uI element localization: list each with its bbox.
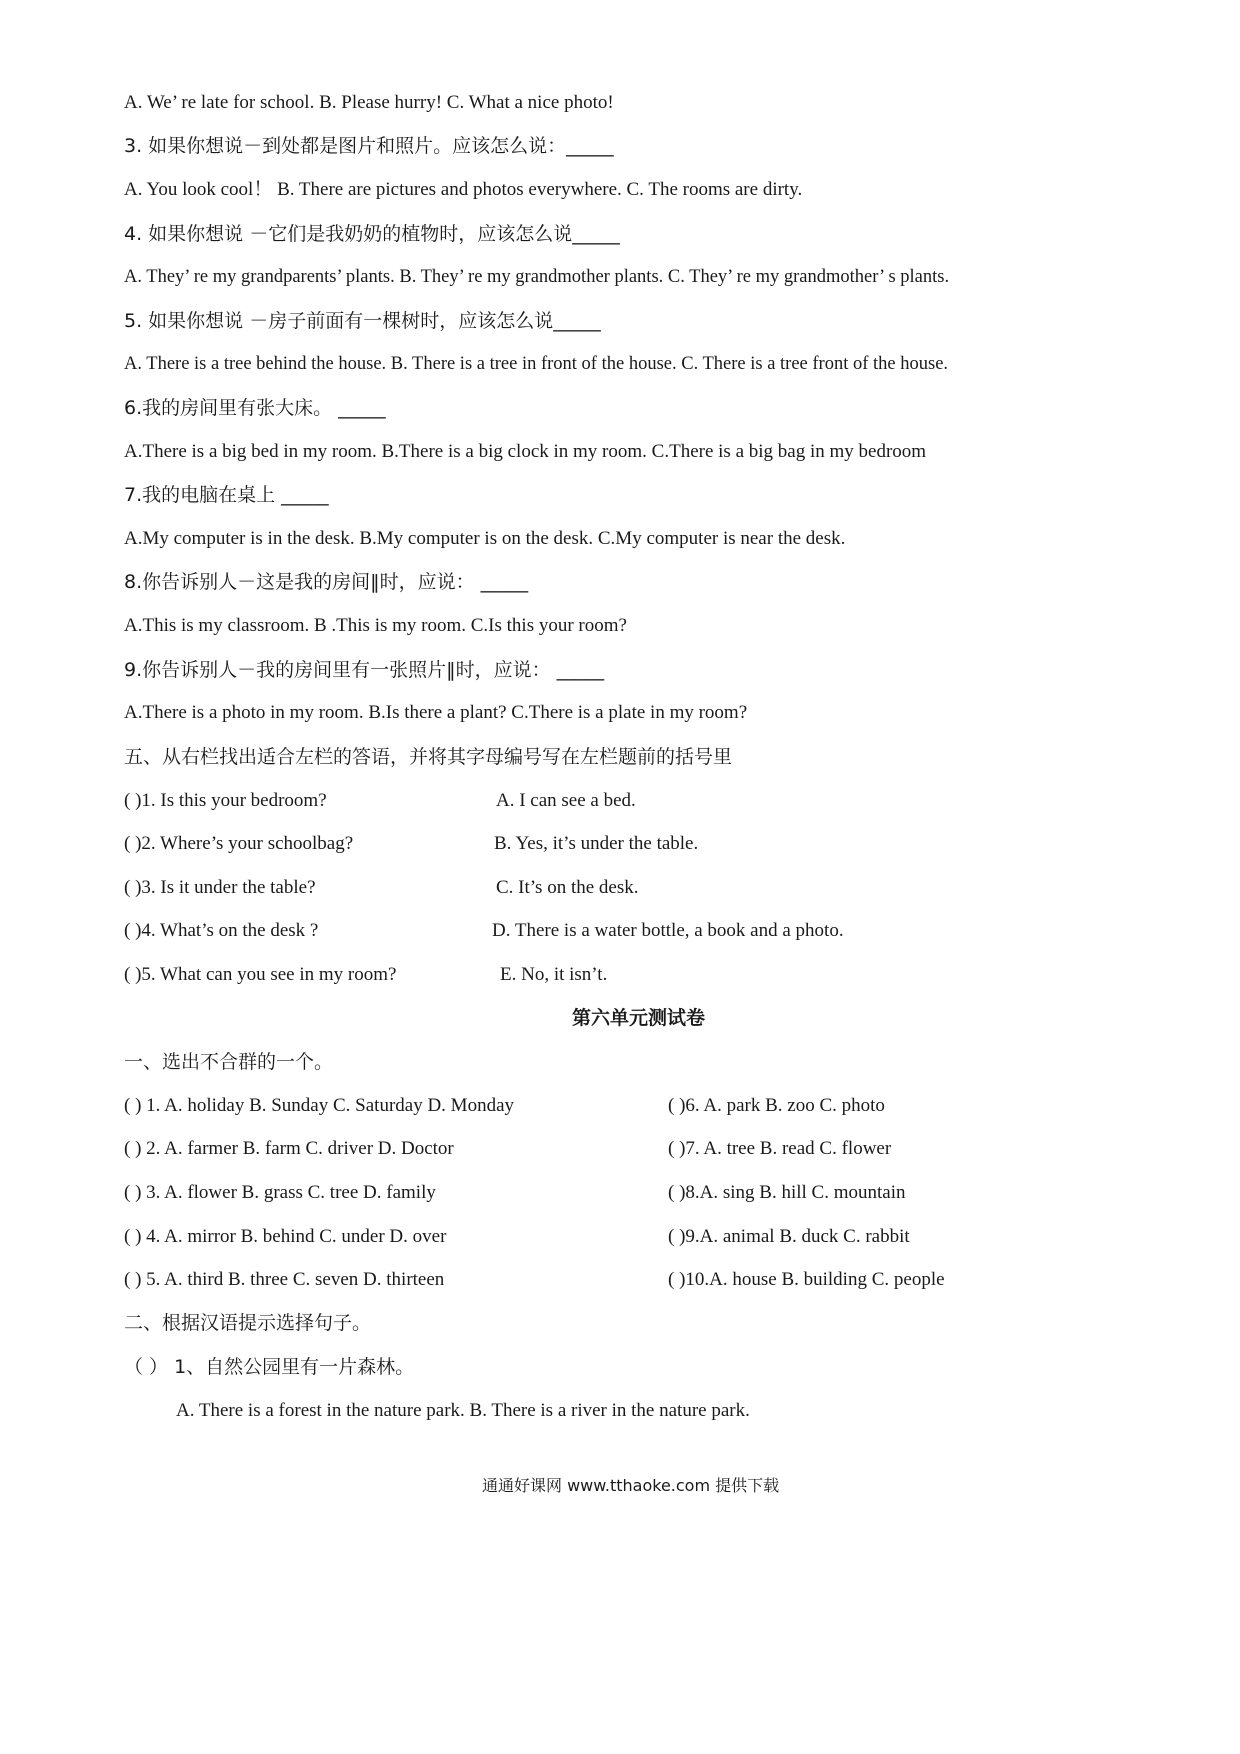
match-right: A. I can see a bed. — [496, 790, 636, 811]
match-left: ( )3. Is it under the table? — [124, 877, 316, 898]
match-left: ( )1. Is this your bedroom? — [124, 790, 327, 811]
section2-heading: 二、根据汉语提示选择句子。 — [124, 1312, 372, 1334]
match-right: E. No, it isn’t. — [500, 964, 608, 985]
section5-heading: 五、从右栏找出适合左栏的答语，并将其字母编号写在左栏题前的括号里 — [124, 746, 733, 768]
line-top-10: A.My computer is in the desk. B.My computer is on the desk. C.My computer is near the desk. — [124, 528, 846, 549]
line-top-12: A.This is my classroom. B .This is my room. C.Is this your room? — [124, 615, 627, 636]
match-right: C. It’s on the desk. — [496, 877, 639, 898]
section1-heading: 一、选出不合群的一个。 — [124, 1051, 334, 1073]
match-left: ( )4. What’s on the desk ? — [124, 920, 319, 941]
question-1: （ ） 1、自然公园里有一片森林。 — [124, 1356, 415, 1378]
line-top-9: 7.我的电脑在桌上 _____ — [124, 484, 329, 506]
match-right: D. There is a water bottle, a book and a photo. — [492, 920, 844, 941]
footer-credit: 通通好课网 www.tthaoke.com 提供下载 — [482, 1476, 780, 1495]
line-top-0: A. We’ re late for school. B. Please hurry! C. What a nice photo! — [124, 92, 614, 113]
line-top-6: A. There is a tree behind the house. B. There is a tree in front of the house. C. There is a tree front of the house. — [124, 354, 949, 374]
odd-right: ( )10.A. house B. building C. people — [668, 1269, 945, 1290]
line-top-11: 8.你告诉别人－这是我的房间‖时，应说： _____ — [124, 571, 529, 593]
odd-left: ( ) 5. A. third B. three C. seven D. thirteen — [124, 1269, 445, 1290]
unit-title: 第六单元测试卷 — [572, 1007, 706, 1029]
odd-left: ( ) 3. A. flower B. grass C. tree D. family — [124, 1182, 436, 1203]
line-top-1: 3. 如果你想说－到处都是图片和照片。应该怎么说：_____ — [124, 135, 614, 157]
line-top-8: A.There is a big bed in my room. B.There is a big clock in my room. C.There is a big bag in my bedroom — [124, 441, 927, 462]
line-top-5: 5. 如果你想说 －房子前面有一棵树时，应该怎么说_____ — [124, 310, 601, 332]
odd-left: ( ) 2. A. farmer B. farm C. driver D. Doctor — [124, 1138, 454, 1159]
line-top-4: A. They’ re my grandparents’ plants. B. They’ re my grandmother plants. C. They’ re my grandmother’ s plants. — [124, 267, 950, 287]
odd-left: ( ) 1. A. holiday B. Sunday C. Saturday D. Monday — [124, 1095, 515, 1116]
match-right: B. Yes, it’s under the table. — [494, 833, 699, 854]
line-top-7: 6.我的房间里有张大床。 _____ — [124, 397, 386, 419]
line-top-3: 4. 如果你想说 －它们是我奶奶的植物时，应该怎么说_____ — [124, 223, 620, 245]
line-top-14: A.There is a photo in my room. B.Is there a plant? C.There is a plate in my room? — [124, 702, 748, 723]
match-left: ( )2. Where’s your schoolbag? — [124, 833, 354, 854]
line-top-2: A. You look cool！ B. There are pictures and photos everywhere. C. The rooms are dirty. — [124, 179, 803, 200]
line-top-13: 9.你告诉别人－我的房间里有一张照片‖时，应说： _____ — [124, 659, 605, 681]
match-left: ( )5. What can you see in my room? — [124, 964, 397, 985]
odd-right: ( )6. A. park B. zoo C. photo — [668, 1095, 885, 1116]
question-1-options: A. There is a forest in the nature park. B. There is a river in the nature park. — [176, 1400, 750, 1421]
odd-right: ( )8.A. sing B. hill C. mountain — [668, 1182, 906, 1203]
odd-left: ( ) 4. A. mirror B. behind C. under D. over — [124, 1226, 447, 1247]
odd-right: ( )9.A. animal B. duck C. rabbit — [668, 1226, 910, 1247]
odd-right: ( )7. A. tree B. read C. flower — [668, 1138, 892, 1159]
